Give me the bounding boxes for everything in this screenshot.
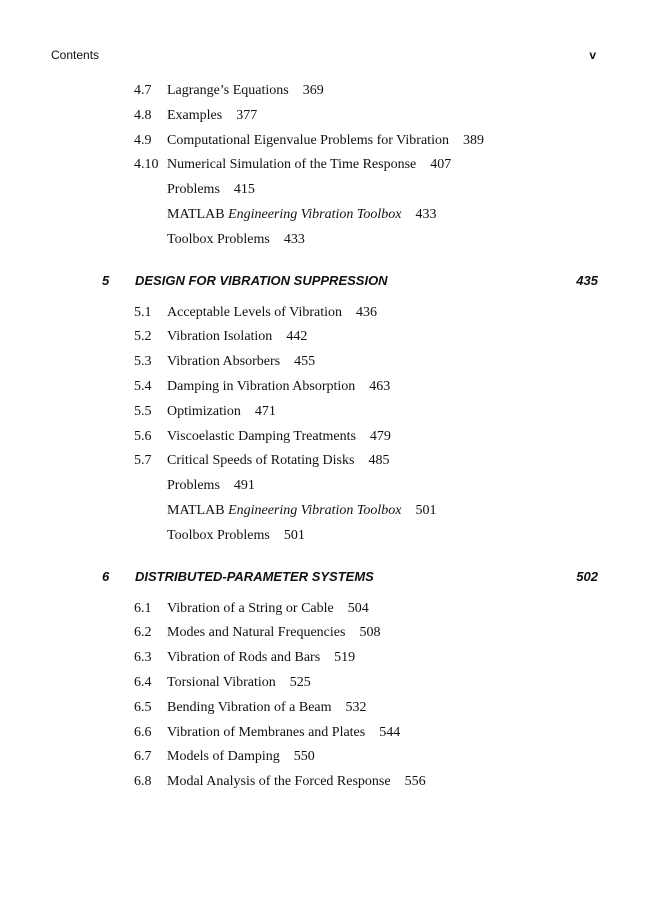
section-title-line — [167, 621, 380, 646]
toc-entry[interactable] — [0, 153, 647, 178]
section-title: Vibration Absorbers — [167, 354, 281, 370]
section-number: 5.7 — [134, 453, 152, 469]
section-number: 6.8 — [134, 774, 152, 790]
section-number: 6.3 — [134, 650, 152, 666]
toc-entry[interactable] — [0, 129, 647, 154]
toc-entry[interactable] — [0, 425, 647, 450]
section-page: 442 — [286, 329, 308, 345]
toc-entry[interactable] — [0, 203, 647, 228]
section-title-italic: Engineering Vibration Toolbox — [228, 206, 402, 222]
running-header — [51, 48, 596, 66]
section-title-line — [167, 375, 390, 400]
section-page: 491 — [233, 478, 255, 494]
section-title: Viscoelastic Damping Treatments — [167, 428, 356, 444]
toc-entry[interactable] — [0, 400, 647, 425]
section-number: 6.5 — [134, 699, 152, 715]
section-page: 556 — [404, 774, 426, 790]
section-title: Problems — [167, 182, 220, 198]
toc-entry[interactable] — [0, 671, 647, 696]
section-page: 433 — [415, 206, 437, 222]
section-title: MATLAB — [167, 206, 225, 222]
toc-entry[interactable] — [0, 770, 647, 795]
toc-entry[interactable] — [0, 499, 647, 524]
section-title-line — [167, 721, 400, 746]
section-title: Modes and Natural Frequencies — [167, 625, 346, 641]
section-title: Examples — [167, 107, 223, 123]
section-number: 4.10 — [134, 157, 159, 173]
section-page: 525 — [289, 674, 311, 690]
toc-entry[interactable] — [0, 597, 647, 622]
table-of-contents — [0, 79, 647, 795]
section-number: 4.7 — [134, 83, 152, 98]
toc-entry[interactable] — [0, 474, 647, 499]
section-title-line — [167, 178, 255, 203]
chapter-title: DISTRIBUTED-PARAMETER SYSTEMS — [135, 568, 374, 584]
chapter-page: 502 — [576, 568, 598, 584]
section-title: Numerical Simulation of the Time Response — [167, 157, 417, 173]
section-title: Bending Vibration of a Beam — [167, 699, 332, 715]
section-title-line — [167, 597, 369, 622]
section-title-line — [167, 203, 437, 228]
section-title: MATLAB — [167, 502, 225, 518]
page-number: v — [589, 48, 596, 62]
section-page: 544 — [379, 724, 401, 740]
section-title: Acceptable Levels of Vibration — [167, 304, 342, 320]
section-page: 389 — [462, 132, 484, 148]
section-title-line — [167, 474, 255, 499]
section-page: 369 — [302, 83, 324, 98]
section-page: 550 — [293, 749, 315, 765]
section-title-line — [167, 449, 389, 474]
section-title: Problems — [167, 478, 220, 494]
chapter-number: 6 — [102, 568, 110, 584]
section-title: Modal Analysis of the Forced Response — [167, 774, 391, 790]
section-page: 377 — [236, 107, 258, 123]
toc-entry[interactable] — [0, 350, 647, 375]
section-title-line — [167, 129, 484, 154]
toc-entry[interactable] — [0, 449, 647, 474]
section-title-line — [167, 745, 315, 770]
section-page: 479 — [369, 428, 391, 444]
running-header-title: Contents — [51, 48, 100, 62]
section-title-line — [167, 301, 377, 326]
toc-entry[interactable] — [0, 375, 647, 400]
section-title: Toolbox Problems — [167, 231, 270, 247]
section-number: 5.4 — [134, 378, 152, 394]
section-title: Critical Speeds of Rotating Disks — [167, 453, 355, 469]
chapter-heading[interactable] — [0, 269, 647, 293]
section-title-line — [167, 153, 451, 178]
toc-entry[interactable] — [0, 79, 647, 104]
section-title-line — [167, 79, 324, 104]
section-title: Lagrange’s Equations — [167, 83, 289, 98]
section-title-line — [167, 499, 437, 524]
section-number: 5.1 — [134, 304, 152, 320]
section-page: 501 — [283, 527, 305, 543]
section-page: 415 — [233, 182, 255, 198]
section-page: 407 — [430, 157, 452, 173]
section-page: 471 — [254, 403, 276, 419]
chapter-number: 5 — [102, 272, 110, 288]
section-page: 455 — [294, 354, 316, 370]
toc-entry[interactable] — [0, 646, 647, 671]
section-title-line — [167, 228, 305, 253]
section-title-line — [167, 671, 311, 696]
section-page: 504 — [347, 600, 369, 616]
section-title: Toolbox Problems — [167, 527, 270, 543]
section-number: 4.9 — [134, 132, 152, 148]
section-number: 6.2 — [134, 625, 152, 641]
section-title: Vibration Isolation — [167, 329, 273, 345]
section-title-line — [167, 400, 276, 425]
section-title-line — [167, 646, 355, 671]
section-title: Damping in Vibration Absorption — [167, 378, 356, 394]
toc-entry[interactable] — [0, 524, 647, 549]
section-title-line — [167, 524, 305, 549]
toc-entry[interactable] — [0, 621, 647, 646]
section-title: Vibration of Rods and Bars — [167, 650, 321, 666]
section-title-line — [167, 425, 391, 450]
section-title-line — [167, 696, 367, 721]
section-title-line — [167, 350, 315, 375]
section-title: Vibration of a String or Cable — [167, 600, 334, 616]
section-title: Vibration of Membranes and Plates — [167, 724, 366, 740]
section-title: Models of Damping — [167, 749, 280, 765]
toc-entry[interactable] — [0, 104, 647, 129]
section-page: 508 — [359, 625, 381, 641]
section-number: 6.7 — [134, 749, 152, 765]
toc-entry[interactable] — [0, 325, 647, 350]
section-number: 6.4 — [134, 674, 152, 690]
section-title-line — [167, 325, 307, 350]
section-title-line — [167, 104, 257, 129]
section-page: 519 — [334, 650, 356, 666]
section-number: 4.8 — [134, 107, 152, 123]
section-page: 532 — [345, 699, 367, 715]
section-number: 5.2 — [134, 329, 152, 345]
section-page: 463 — [369, 378, 391, 394]
toc-entry[interactable] — [0, 721, 647, 746]
section-title-italic: Engineering Vibration Toolbox — [228, 502, 402, 518]
section-page: 436 — [356, 304, 377, 320]
chapter-heading[interactable] — [0, 565, 647, 589]
toc-entry[interactable] — [0, 178, 647, 203]
section-title: Optimization — [167, 403, 241, 419]
toc-entry[interactable] — [0, 696, 647, 721]
section-number: 5.6 — [134, 428, 152, 444]
section-number: 5.3 — [134, 354, 152, 370]
section-page: 433 — [283, 231, 305, 247]
section-page: 501 — [415, 502, 437, 518]
section-title: Computational Eigenvalue Problems for Vibration — [167, 132, 449, 148]
section-number: 6.1 — [134, 600, 152, 616]
toc-entry[interactable] — [0, 301, 647, 326]
section-number: 5.5 — [134, 403, 152, 419]
chapter-title: DESIGN FOR VIBRATION SUPPRESSION — [135, 272, 388, 288]
section-title-line — [167, 770, 426, 795]
section-page: 485 — [368, 453, 390, 469]
chapter-page: 435 — [576, 272, 598, 288]
section-number: 6.6 — [134, 724, 152, 740]
section-title: Torsional Vibration — [167, 674, 276, 690]
toc-entry[interactable] — [0, 228, 647, 253]
toc-entry[interactable] — [0, 745, 647, 770]
